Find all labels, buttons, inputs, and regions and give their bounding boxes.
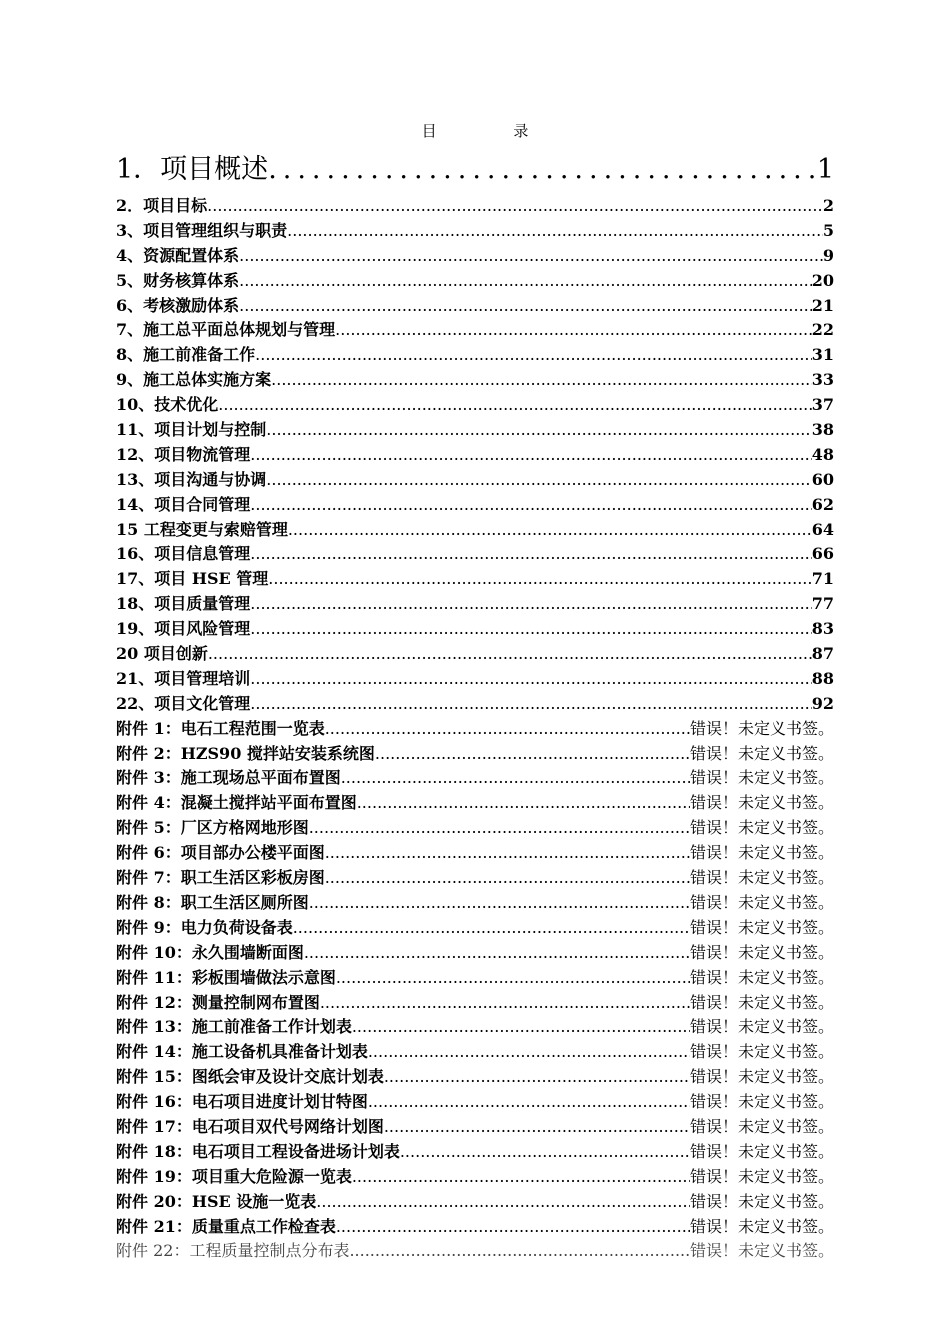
toc-entry-page-number: 83: [811, 619, 834, 639]
toc-entry-label: 5、财务核算体系: [116, 270, 240, 290]
toc-entry[interactable]: [116, 816, 834, 841]
toc-entry-label: 3、项目管理组织与职责: [116, 220, 288, 240]
toc-entry-label: 附件 17：电石项目双代号网络计划图: [116, 1116, 384, 1136]
dot-leader: [239, 244, 823, 269]
toc-entry-page-number: 错误！未定义书签。: [689, 793, 834, 813]
dot-leader: [325, 866, 690, 891]
toc-entry-label: 附件 4：混凝土搅拌站平面布置图: [116, 793, 357, 813]
dot-leader: [250, 692, 811, 717]
dot-leader: [293, 916, 690, 941]
toc-entry-page-number: 37: [811, 395, 834, 415]
toc-entry[interactable]: [116, 841, 834, 866]
dot-leader: [325, 841, 690, 866]
toc-entry[interactable]: [116, 966, 834, 991]
dot-leader: [368, 1040, 690, 1065]
dot-leader: [288, 518, 812, 543]
toc-entry-label: 附件 22：工程质量控制点分布表: [116, 1241, 350, 1261]
toc-entry-page-number: 错误！未定义书签。: [689, 1241, 834, 1261]
toc-entry-page-number: 62: [811, 494, 834, 514]
dot-leader: [207, 194, 823, 219]
dot-leader: [336, 1215, 690, 1240]
toc-entry-label: 22、项目文化管理: [116, 693, 251, 713]
toc-entry-label: 附件 7：职工生活区彩板房图: [116, 868, 325, 888]
toc-entry[interactable]: [116, 1239, 834, 1264]
toc-entry[interactable]: [116, 368, 834, 393]
toc-entry-label: 11、项目计划与控制: [116, 420, 267, 440]
toc-entry[interactable]: [116, 318, 834, 343]
toc-entry-page-number: 错误！未定义书签。: [689, 1166, 834, 1186]
toc-entry-page-number: 错误！未定义书签。: [689, 1017, 834, 1037]
toc-entry-page-number: 错误！未定义书签。: [689, 1141, 834, 1161]
toc-entry-page-number: 71: [811, 569, 834, 589]
toc-entry-label: 13、项目沟通与协调: [116, 469, 267, 489]
toc-entry[interactable]: [116, 418, 834, 443]
toc-entry-page-number: 88: [811, 668, 834, 688]
dot-leader: [357, 791, 690, 816]
toc-entry-label: 16、项目信息管理: [116, 544, 251, 564]
toc-entry-label: 7、施工总平面总体规划与管理: [116, 320, 336, 340]
dot-leader: [250, 542, 811, 567]
toc-entry-label: 附件 14：施工设备机具准备计划表: [116, 1042, 368, 1062]
toc-entry-page-number: 错误！未定义书签。: [689, 1116, 834, 1136]
toc-entry[interactable]: [116, 343, 834, 368]
toc-entry-label: 10、技术优化: [116, 395, 219, 415]
toc-entry-label: 4、资源配置体系: [116, 245, 240, 265]
dot-leader: [349, 1239, 690, 1264]
toc-entry-label: 20 项目创新: [116, 644, 208, 664]
toc-entry-label: 19、项目风险管理: [116, 619, 251, 639]
toc-entry-page-number: 66: [811, 544, 834, 564]
toc-entry[interactable]: [116, 1015, 834, 1040]
toc-entry[interactable]: [116, 1215, 834, 1240]
toc-entry-label: 附件 20：HSE 设施一览表: [116, 1191, 317, 1211]
toc-entry[interactable]: [116, 393, 834, 418]
dot-leader: [239, 294, 812, 319]
toc-entry-page-number: 错误！未定义书签。: [689, 1216, 834, 1236]
dot-leader: [384, 1065, 690, 1090]
toc-entry[interactable]: [116, 269, 834, 294]
toc-entry[interactable]: [116, 244, 834, 269]
toc-entry[interactable]: [116, 592, 834, 617]
toc-entry-label: 附件 1：电石工程范围一览表: [116, 718, 325, 738]
toc-entry-page-number: 87: [811, 644, 834, 664]
toc-entry[interactable]: [116, 617, 834, 642]
toc-entry-label: 附件 15：图纸会审及设计交底计划表: [116, 1067, 384, 1087]
toc-entry[interactable]: [116, 1190, 834, 1215]
dot-leader: [287, 219, 823, 244]
dot-leader: [218, 393, 811, 418]
dot-leader: [309, 891, 690, 916]
toc-entry-label: 附件 5：厂区方格网地形图: [116, 818, 309, 838]
toc-entry[interactable]: [116, 742, 834, 767]
toc-entry-page-number: 错误！未定义书签。: [689, 1191, 834, 1211]
toc-entry[interactable]: [116, 667, 834, 692]
toc-entry-label: 8、施工前准备工作: [116, 345, 256, 365]
dot-leader: [268, 148, 817, 192]
toc-entry[interactable]: [116, 891, 834, 916]
toc-entry-page-number: 错误！未定义书签。: [689, 768, 834, 788]
toc-entry[interactable]: [116, 1090, 834, 1115]
toc-entry-label: 附件 3：施工现场总平面布置图: [116, 768, 341, 788]
toc-entry-page-number: 33: [811, 370, 834, 390]
toc-entry-label: 附件 18：电石项目工程设备进场计划表: [116, 1141, 400, 1161]
dot-leader: [250, 592, 811, 617]
toc-entry[interactable]: [116, 791, 834, 816]
dot-leader: [352, 1165, 690, 1190]
toc-entry-page-number: 77: [811, 594, 834, 614]
table-of-contents: [116, 148, 834, 1264]
toc-entry-page-number: 错误！未定义书签。: [689, 967, 834, 987]
toc-entry-label: 附件 13：施工前准备工作计划表: [116, 1017, 352, 1037]
toc-entry-label: 6、考核激励体系: [116, 295, 240, 315]
toc-entry-page-number: 错误！未定义书签。: [689, 868, 834, 888]
toc-entry-label: 附件 2：HZS90 搅拌站安装系统图: [116, 743, 375, 763]
dot-leader: [335, 318, 812, 343]
toc-entry-page-number: 错误！未定义书签。: [689, 992, 834, 1012]
toc-entry[interactable]: [116, 1165, 834, 1190]
dot-leader: [320, 991, 690, 1016]
toc-entry[interactable]: [116, 916, 834, 941]
toc-entry-label: 附件 21：质量重点工作检查表: [116, 1216, 336, 1236]
toc-entry-page-number: 2: [822, 196, 834, 215]
toc-entry-page-number: 20: [811, 270, 834, 290]
dot-leader: [250, 667, 811, 692]
dot-leader: [341, 766, 690, 791]
toc-entry[interactable]: [116, 493, 834, 518]
toc-entry[interactable]: [116, 542, 834, 567]
dot-leader: [250, 617, 811, 642]
toc-entry[interactable]: [116, 692, 834, 717]
toc-entry-label: 14、项目合同管理: [116, 494, 251, 514]
toc-entry-label: 17、项目 HSE 管理: [116, 569, 269, 589]
toc-entry[interactable]: [116, 468, 834, 493]
toc-entry-label: 附件 16：电石项目进度计划甘特图: [116, 1092, 368, 1112]
toc-entry[interactable]: [116, 941, 834, 966]
toc-entry-page-number: 错误！未定义书签。: [689, 1042, 834, 1062]
toc-entry-page-number: 38: [811, 420, 834, 440]
toc-entry-page-number: 错误！未定义书签。: [689, 1067, 834, 1087]
dot-leader: [352, 1015, 690, 1040]
toc-entry[interactable]: [116, 1140, 834, 1165]
toc-entry-label: 21、项目管理培训: [116, 668, 251, 688]
toc-entry[interactable]: [116, 1040, 834, 1065]
dot-leader: [309, 816, 690, 841]
toc-entry-label: 15 工程变更与索赔管理: [116, 519, 288, 539]
toc-entry-page-number: 9: [822, 245, 834, 265]
toc-entry[interactable]: [116, 443, 834, 468]
toc-entry[interactable]: [116, 194, 834, 219]
dot-leader: [271, 368, 812, 393]
toc-entry-label: 附件 11：彩板围墙做法示意图: [116, 967, 336, 987]
toc-entry-label: 附件 8：职工生活区厕所图: [116, 892, 309, 912]
toc-entry-page-number: 错误！未定义书签。: [689, 843, 834, 863]
toc-entry-label: 附件 6：项目部办公楼平面图: [116, 843, 325, 863]
toc-entry[interactable]: [116, 642, 834, 667]
toc-entry[interactable]: [116, 1115, 834, 1140]
dot-leader: [208, 642, 812, 667]
toc-entry-page-number: 错误！未定义书签。: [689, 718, 834, 738]
dot-leader: [325, 717, 690, 742]
dot-leader: [250, 493, 811, 518]
toc-entry-page-number: 错误！未定义书签。: [689, 818, 834, 838]
dot-leader: [304, 941, 690, 966]
toc-entry[interactable]: [116, 991, 834, 1016]
toc-entry[interactable]: [116, 766, 834, 791]
dot-leader: [368, 1090, 690, 1115]
toc-entry-label: 1．项目概述: [116, 154, 269, 185]
toc-entry-label: 附件 10：永久围墙断面图: [116, 942, 304, 962]
toc-entry-page-number: 31: [811, 345, 834, 365]
dot-leader: [268, 567, 811, 592]
toc-entry-page-number: 22: [811, 320, 834, 340]
toc-entry[interactable]: [116, 148, 834, 192]
dot-leader: [375, 742, 690, 767]
toc-entry-page-number: 92: [811, 693, 834, 713]
toc-entry-label: 附件 12：测量控制网布置图: [116, 992, 320, 1012]
dot-leader: [266, 468, 811, 493]
toc-entry-label: 12、项目物流管理: [116, 444, 251, 464]
toc-entry-page-number: 60: [811, 469, 834, 489]
toc-entry-label: 2．项目目标: [116, 196, 208, 215]
toc-entry-label: 18、项目质量管理: [116, 594, 251, 614]
toc-entry[interactable]: [116, 518, 834, 543]
toc-entry-page-number: 1: [816, 154, 834, 185]
dot-leader: [400, 1140, 690, 1165]
toc-entry[interactable]: [116, 294, 834, 319]
dot-leader: [336, 966, 690, 991]
toc-entry[interactable]: [116, 866, 834, 891]
toc-entry[interactable]: [116, 219, 834, 244]
dot-leader: [384, 1115, 690, 1140]
toc-entry-label: 附件 9：电力负荷设备表: [116, 917, 293, 937]
toc-title: 目 录: [421, 122, 565, 140]
dot-leader: [255, 343, 812, 368]
toc-entry-page-number: 64: [811, 519, 834, 539]
toc-entry-page-number: 错误！未定义书签。: [689, 917, 834, 937]
toc-entry-page-number: 21: [811, 295, 834, 315]
dot-leader: [239, 269, 812, 294]
toc-entry[interactable]: [116, 567, 834, 592]
dot-leader: [250, 443, 811, 468]
toc-entry-label: 附件 19：项目重大危险源一览表: [116, 1166, 352, 1186]
toc-entry-page-number: 错误！未定义书签。: [689, 1092, 834, 1112]
toc-entry-page-number: 错误！未定义书签。: [689, 743, 834, 763]
toc-entry-label: 9、施工总体实施方案: [116, 370, 272, 390]
dot-leader: [266, 418, 811, 443]
toc-entry[interactable]: [116, 1065, 834, 1090]
toc-entry-page-number: 错误！未定义书签。: [689, 942, 834, 962]
toc-entry[interactable]: [116, 717, 834, 742]
toc-entry-page-number: 48: [811, 444, 834, 464]
toc-entry-page-number: 5: [822, 220, 834, 240]
toc-entry-page-number: 错误！未定义书签。: [689, 892, 834, 912]
dot-leader: [316, 1190, 690, 1215]
